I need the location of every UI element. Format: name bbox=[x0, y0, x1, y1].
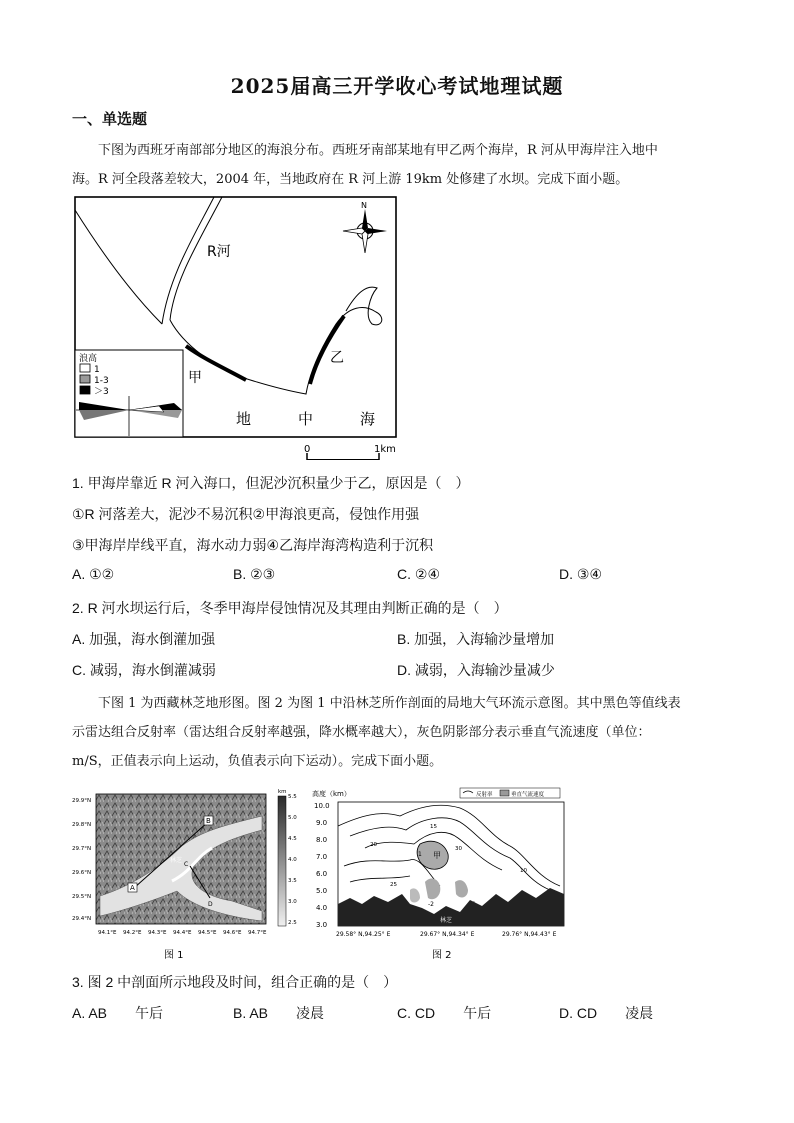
fig2-xtick: 29.76° N,94.43° E bbox=[502, 931, 557, 938]
legend-title: 浪高 bbox=[79, 354, 98, 364]
point-a: A bbox=[130, 884, 135, 892]
q2-option-a[interactable]: A. 加强，海水倒灌加强 bbox=[72, 631, 216, 647]
atmospheric-profile-chart bbox=[310, 786, 572, 962]
figure-1-caption: 图 1 bbox=[164, 950, 184, 961]
q3-option-a[interactable]: A. AB 午后 bbox=[72, 1005, 164, 1021]
q3-option-b[interactable]: B. AB 凌晨 bbox=[233, 1005, 325, 1021]
contour-label: 25 bbox=[390, 882, 397, 888]
legend-swatch-high bbox=[80, 386, 90, 394]
fig2-xtick: 29.58° N,94.25° E bbox=[336, 931, 391, 938]
fig2-legend-box: 垂直气流速度 bbox=[511, 792, 545, 798]
scale-start: 0 bbox=[304, 444, 311, 455]
contour-label: 20 bbox=[370, 842, 377, 848]
intro-paragraph-2 bbox=[72, 689, 722, 776]
lon-label: 94.2°E bbox=[123, 930, 142, 936]
point-c: C bbox=[184, 861, 189, 868]
question-3-stem: 3. 图 2 中剖面所示地段及时间，组合正确的是（ ） bbox=[72, 974, 398, 990]
fig2-ytick: 9.0 bbox=[316, 819, 328, 827]
q3-option-d[interactable]: D. CD 凌晨 bbox=[559, 1005, 654, 1021]
sea-label-2: 中 bbox=[298, 410, 314, 428]
q1-option-d[interactable]: D. ③④ bbox=[559, 566, 602, 582]
legend-low: 1 bbox=[94, 365, 100, 375]
fig2-ytick: 7.0 bbox=[316, 853, 328, 861]
elev-tick: 4.0 bbox=[288, 857, 297, 863]
question-1-item-a: ①R 河落差大，泥沙不易沉积②甲海浪更高，侵蚀作用强 bbox=[72, 506, 420, 522]
legend-swatch-low bbox=[80, 364, 90, 372]
lon-label: 94.7°E bbox=[248, 930, 267, 936]
intro-paragraph-1 bbox=[72, 136, 722, 194]
elev-tick: 3.0 bbox=[288, 899, 297, 905]
lat-label: 29.9°N bbox=[72, 798, 92, 804]
coast-jia-label: 甲 bbox=[188, 370, 202, 386]
intro-line: m/S，正值表示向上运动，负值表示向下运动）。完成下面小题。 bbox=[72, 754, 443, 769]
lat-label: 29.4°N bbox=[72, 916, 92, 922]
q2-option-b[interactable]: B. 加强，入海输沙量增加 bbox=[397, 631, 555, 647]
lon-label: 94.3°E bbox=[148, 930, 167, 936]
lat-label: 29.8°N bbox=[72, 822, 92, 828]
fig2-ytick: 10.0 bbox=[314, 802, 330, 810]
q1-option-a[interactable]: A. ①② bbox=[72, 566, 115, 582]
elev-tick: 5.0 bbox=[288, 815, 297, 821]
fig2-legend-line: 反射率 bbox=[476, 792, 493, 798]
q2-option-d[interactable]: D. 减弱，入海输沙量减少 bbox=[397, 662, 555, 678]
section-heading: 一、单选题 bbox=[72, 110, 148, 128]
point-b: B bbox=[206, 817, 211, 825]
coast-yi-label: 乙 bbox=[330, 350, 344, 366]
legend-swatch-mid bbox=[80, 375, 90, 383]
page-title: 2025届高三开学收心考试地理试题 bbox=[230, 74, 564, 98]
lat-label: 29.6°N bbox=[72, 870, 92, 876]
fig2-ytick: 3.0 bbox=[316, 921, 328, 929]
elev-tick: 5.5 bbox=[288, 794, 297, 800]
fig2-xtick: 29.67° N,94.34° E bbox=[420, 931, 475, 938]
fig2-city: 林芝 bbox=[440, 917, 453, 924]
river-label: R河 bbox=[207, 244, 231, 260]
fig2-jia: 甲 bbox=[433, 851, 441, 860]
q1-option-c[interactable]: C. ②④ bbox=[397, 566, 440, 582]
city-label: 林芝 bbox=[170, 857, 183, 864]
point-d: D bbox=[208, 901, 213, 908]
contour-label: 10 bbox=[520, 868, 527, 874]
fig2-ytick: 6.0 bbox=[316, 870, 328, 878]
intro-line: 示雷达组合反射率（雷达组合反射率越强，降水概率越大），灰色阴影部分表示垂直气流速度（单位： bbox=[72, 725, 651, 740]
question-2-stem: 2. R 河水坝运行后，冬季甲海岸侵蚀情况及其理由判断正确的是（ ） bbox=[72, 600, 508, 616]
contour-label: 15 bbox=[430, 824, 437, 830]
figure-2-caption: 图 2 bbox=[432, 950, 452, 961]
lat-label: 29.5°N bbox=[72, 894, 92, 900]
elev-tick: 2.5 bbox=[288, 920, 297, 926]
lon-label: 94.5°E bbox=[198, 930, 217, 936]
fig2-ytick: 4.0 bbox=[316, 904, 328, 912]
q1-option-b[interactable]: B. ②③ bbox=[233, 566, 276, 582]
sea-label-3: 海 bbox=[360, 410, 376, 428]
lon-label: 94.1°E bbox=[98, 930, 117, 936]
sea-label-1: 地 bbox=[236, 410, 252, 428]
contour-label: 1 bbox=[418, 851, 422, 858]
elev-tick: 3.5 bbox=[288, 878, 297, 884]
coast-wave-map bbox=[74, 196, 397, 460]
lon-label: 94.4°E bbox=[173, 930, 192, 936]
north-label: N bbox=[361, 201, 367, 210]
q3-option-c[interactable]: C. CD 午后 bbox=[397, 1005, 492, 1021]
question-1-stem: 1. 甲海岸靠近 R 河入海口，但泥沙沉积量少于乙，原因是（ ） bbox=[72, 475, 470, 491]
fig2-ytick: 5.0 bbox=[316, 887, 328, 895]
fig2-ytick: 8.0 bbox=[316, 836, 328, 844]
contour-label: 30 bbox=[455, 846, 462, 852]
elev-tick: 4.5 bbox=[288, 836, 297, 842]
scale-end: 1km bbox=[374, 444, 396, 455]
fig2-ylabel: 高度（km） bbox=[312, 790, 351, 798]
lat-label: 29.7°N bbox=[72, 846, 92, 852]
lon-label: 94.6°E bbox=[223, 930, 242, 936]
question-1-item-b: ③甲海岸岸线平直，海水动力弱④乙海岸海湾构造利于沉积 bbox=[72, 537, 434, 553]
q2-option-c[interactable]: C. 减弱，海水倒灌减弱 bbox=[72, 662, 216, 678]
linzhi-terrain-map bbox=[72, 786, 300, 962]
elev-unit: km bbox=[278, 789, 287, 795]
intro-line: 下图为西班牙南部部分地区的海浪分布。西班牙南部某地有甲乙两个海岸，R 河从甲海岸注入地中 bbox=[98, 143, 658, 158]
legend-high: ＞3 bbox=[94, 387, 109, 397]
legend-mid: 1-3 bbox=[94, 376, 109, 386]
contour-label: -2 bbox=[428, 901, 434, 908]
intro-line: 下图 1 为西藏林芝地形图。图 2 为图 1 中沿林芝所作剖面的局地大气环流示意图。其中黑色等值线表 bbox=[98, 696, 681, 711]
intro-line: 海。R 河全段落差较大，2004 年，当地政府在 R 河上游 19km 处修建了水坝。完成下面小题。 bbox=[72, 172, 629, 187]
